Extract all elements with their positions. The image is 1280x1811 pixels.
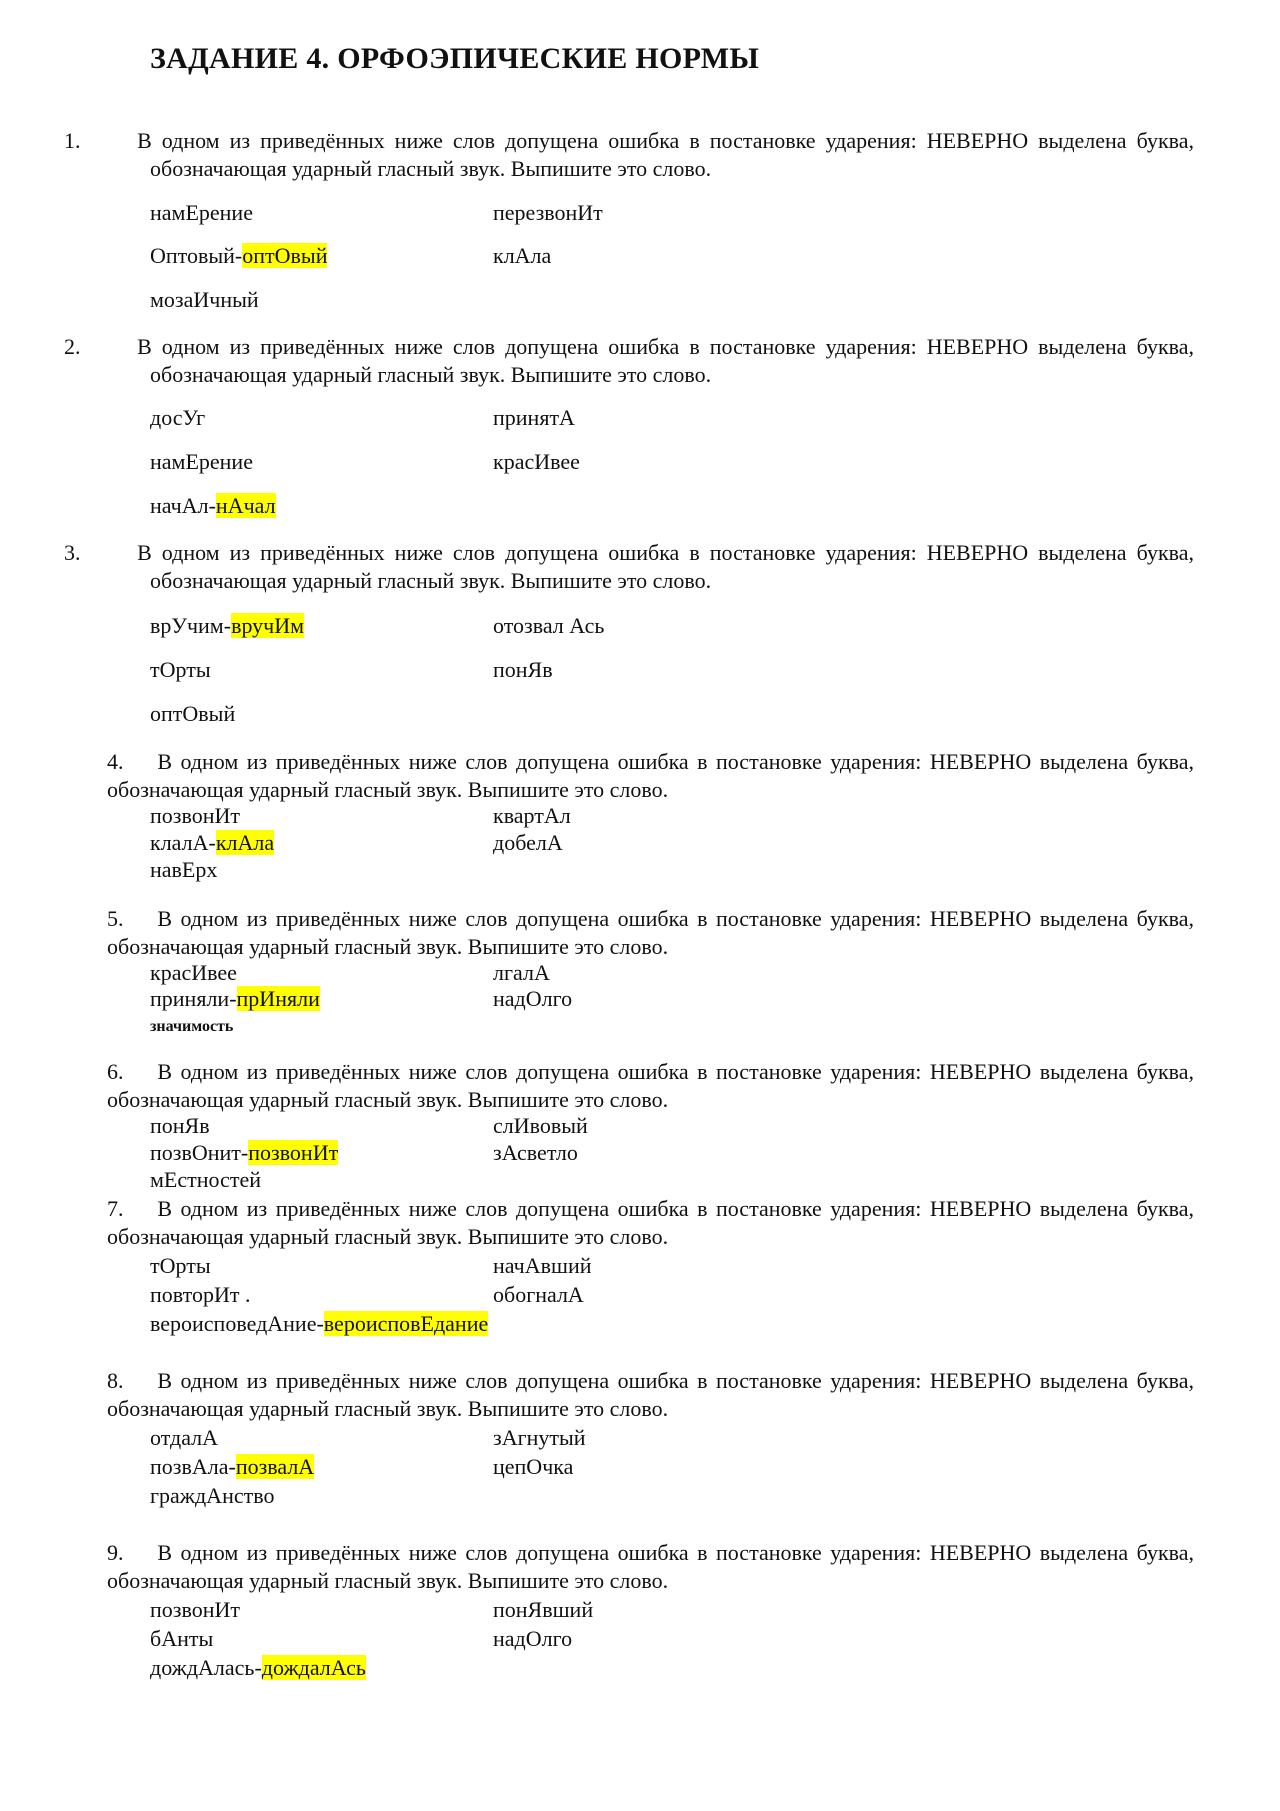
question-9-prompt bbox=[107, 1539, 1194, 1595]
question-text: В одном из приведённых ниже слов допущена ошибка в постановке ударения: НЕВЕРНО выделена буква, обозначающая ударный гласный звук. Выпишите это слово. bbox=[107, 1540, 1195, 1593]
question-number: 7. bbox=[107, 1196, 124, 1221]
question-text: В одном из приведённых ниже слов допущена ошибка в постановке ударения: НЕВЕРНО выделена буква, обозначающая ударный гласный звук. Выпишите это слово. bbox=[107, 1196, 1195, 1249]
word-option-with-answer bbox=[150, 613, 304, 639]
word-option: лгалА bbox=[493, 960, 550, 985]
highlighted-answer: вручИм bbox=[231, 613, 305, 638]
word-option: понЯв bbox=[493, 657, 553, 682]
highlighted-answer: вероисповЕдание bbox=[323, 1311, 489, 1336]
question-number: 6. bbox=[107, 1059, 124, 1084]
word-option: слИвовый bbox=[493, 1113, 588, 1138]
word-option: принятА bbox=[493, 405, 575, 430]
word-option: обогналА bbox=[493, 1282, 584, 1307]
question-text: В одном из приведённых ниже слов допущена ошибка в постановке ударения: НЕВЕРНО выделена буква, обозначающая ударный гласный звук. Выпишите это слово. bbox=[107, 1059, 1195, 1112]
word-option: оптОвый bbox=[150, 701, 236, 726]
word-option: красИвее bbox=[493, 449, 580, 474]
question-number: 9. bbox=[107, 1540, 124, 1565]
highlighted-answer: клАла bbox=[215, 830, 275, 855]
word-option: зАгнутый bbox=[493, 1425, 586, 1450]
question-number: 4. bbox=[107, 749, 124, 774]
word-option: позвОнит- bbox=[150, 1140, 249, 1165]
word-option-with-answer bbox=[150, 1655, 366, 1681]
word-option: позвонИт bbox=[150, 1597, 240, 1622]
question-1-prompt: 1. В одном из приведённых ниже слов допущена ошибка в постановке ударения: НЕВЕРНО выделена буква, обозначающая ударный гласный звук. Выпишите это слово. bbox=[64, 128, 1194, 181]
word-option: понЯв bbox=[150, 1113, 210, 1138]
word-option: перезвонИт bbox=[493, 200, 603, 225]
word-option: дождАлась- bbox=[150, 1655, 262, 1680]
word-option: приняли- bbox=[150, 986, 237, 1011]
word-option: мЕстностей bbox=[150, 1167, 261, 1192]
word-option: клалА- bbox=[150, 830, 216, 855]
question-8-prompt bbox=[107, 1367, 1194, 1423]
word-option: начАвший bbox=[493, 1253, 592, 1278]
word-option: досУг bbox=[150, 405, 206, 430]
word-option: отозвал Ась bbox=[493, 613, 605, 638]
question-number: 5. bbox=[107, 906, 124, 931]
highlighted-answer: нАчал bbox=[215, 493, 276, 518]
word-option: тОрты bbox=[150, 657, 211, 682]
word-option: красИвее bbox=[150, 960, 237, 985]
word-option: врУчим- bbox=[150, 613, 232, 638]
question-3-prompt: 3. В одном из приведённых ниже слов допущена ошибка в постановке ударения: НЕВЕРНО выделена буква, обозначающая ударный гласный звук. Выпишите это слово. bbox=[64, 540, 1194, 593]
word-option: понЯвший bbox=[493, 1597, 594, 1622]
question-2-prompt: 2. В одном из приведённых ниже слов допущена ошибка в постановке ударения: НЕВЕРНО выделена буква, обозначающая ударный гласный звук. Выпишите это слово. bbox=[64, 334, 1194, 387]
word-option-with-answer bbox=[150, 243, 327, 269]
word-option: повторИт . bbox=[150, 1282, 251, 1307]
question-7-prompt bbox=[107, 1195, 1194, 1251]
word-option-with-answer bbox=[150, 830, 274, 856]
word-option-with-answer bbox=[150, 986, 320, 1012]
highlighted-answer: позвалА bbox=[235, 1454, 315, 1479]
question-4-prompt bbox=[107, 748, 1194, 804]
highlighted-answer: дождалАсь bbox=[261, 1655, 366, 1680]
word-option: квартАл bbox=[493, 803, 571, 828]
word-option-with-answer bbox=[150, 1311, 488, 1337]
word-option: граждАнство bbox=[150, 1483, 275, 1508]
question-5-prompt bbox=[107, 905, 1194, 961]
word-option: Оптовый- bbox=[150, 243, 243, 268]
word-option: отдалА bbox=[150, 1425, 219, 1450]
word-option: добелА bbox=[493, 830, 563, 855]
word-option: значимость bbox=[150, 1018, 234, 1035]
word-option: начАл- bbox=[150, 493, 216, 518]
word-option: позвАла- bbox=[150, 1454, 236, 1479]
word-option: надОлго bbox=[493, 986, 573, 1011]
question-text: В одном из приведённых ниже слов допущена ошибка в постановке ударения: НЕВЕРНО выделена буква, обозначающая ударный гласный звук. Выпишите это слово. bbox=[107, 906, 1195, 959]
word-option: клАла bbox=[493, 243, 552, 268]
question-number: 8. bbox=[107, 1368, 124, 1393]
question-text: В одном из приведённых ниже слов допущена ошибка в постановке ударения: НЕВЕРНО выделена буква, обозначающая ударный гласный звук. Выпишите это слово. bbox=[137, 334, 1194, 387]
highlighted-answer: прИняли bbox=[236, 986, 320, 1011]
word-option: надОлго bbox=[493, 1626, 573, 1651]
question-text: В одном из приведённых ниже слов допущена ошибка в постановке ударения: НЕВЕРНО выделена буква, обозначающая ударный гласный звук. Выпишите это слово. bbox=[137, 128, 1194, 181]
highlighted-answer: позвонИт bbox=[248, 1140, 339, 1165]
word-option: вероисповедАние- bbox=[150, 1311, 324, 1336]
highlighted-answer: оптОвый bbox=[242, 243, 328, 268]
question-6-prompt bbox=[107, 1058, 1194, 1114]
question-text: В одном из приведённых ниже слов допущена ошибка в постановке ударения: НЕВЕРНО выделена буква, обозначающая ударный гласный звук. Выпишите это слово. bbox=[107, 749, 1195, 802]
question-text: В одном из приведённых ниже слов допущена ошибка в постановке ударения: НЕВЕРНО выделена буква, обозначающая ударный гласный звук. Выпишите это слово. bbox=[137, 540, 1194, 593]
word-option: позвонИт bbox=[150, 803, 240, 828]
word-option: бАнты bbox=[150, 1626, 214, 1651]
word-option: цепОчка bbox=[493, 1454, 574, 1479]
word-option-with-answer bbox=[150, 493, 276, 519]
word-option: навЕрх bbox=[150, 857, 218, 882]
word-option-with-answer bbox=[150, 1454, 314, 1480]
word-option: тОрты bbox=[150, 1253, 211, 1278]
word-option: мозаИчный bbox=[150, 287, 259, 312]
question-text: В одном из приведённых ниже слов допущена ошибка в постановке ударения: НЕВЕРНО выделена буква, обозначающая ударный гласный звук. Выпишите это слово. bbox=[107, 1368, 1195, 1421]
page-title: ЗАДАНИЕ 4. ОРФОЭПИЧЕСКИЕ НОРМЫ bbox=[150, 42, 760, 75]
word-option: намЕрение bbox=[150, 449, 253, 474]
word-option-with-answer bbox=[150, 1140, 338, 1166]
word-option: зАсветло bbox=[493, 1140, 578, 1165]
word-option: намЕрение bbox=[150, 200, 253, 225]
